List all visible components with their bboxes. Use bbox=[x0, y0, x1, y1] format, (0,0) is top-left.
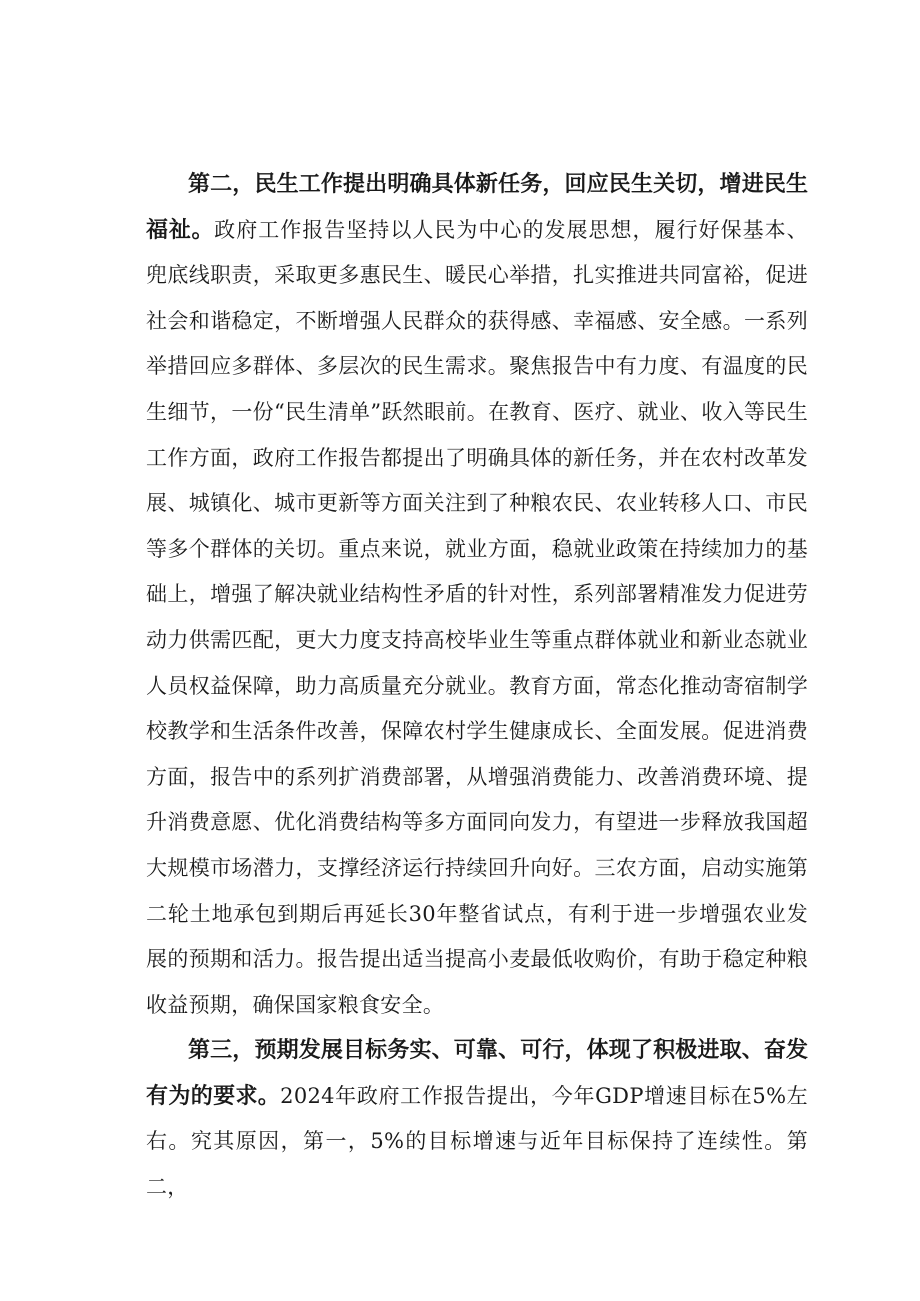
paragraph-second-point bbox=[146, 162, 808, 1028]
paragraph-heading: 第三，预期发展目标务实、可靠、可行，体现了积极进取、奋发有为的要求。 bbox=[146, 1038, 808, 1109]
paragraph-third-point bbox=[146, 1028, 808, 1210]
paragraph-text: 政府工作报告坚持以人民为中心的发展思想，履行好保基本、兜底线职责，采取更多惠民生、暖民心举措，扎实推进共同富裕，促进社会和谐稳定，不断增强人民群众的获得感、幸福感、安全感。一系列举措回应多群体、多层次的民生需求。聚焦报告中有力度、有温度的民生细节，一份“民生清单”跃然眼前。在教育、医疗、就业、收入等民生工作方面，政府工作报告都提出了明确具体的新任务，并在农村改革发展、城镇化、城市更新等方面关注到了种粮农民、农业转移人口、市民等多个群体的关切。重点来说，就业方面，稳就业政策在持续加力的基础上，增强了解决就业结构性矛盾的针对性，系列部署精准发力促进劳动力供需匹配，更大力度支持高校毕业生等重点群体就业和新业态就业人员权益保障，助力高质量充分就业。教育方面，常态化推动寄宿制学校教学和生活条件改善，保障农村学生健康成长、全面发展。促进消费方面，报告中的系列扩消费部署，从增强消费能力、改善消费环境、提升消费意愿、优化消费结构等多方面同向发力，有望进一步释放我国超大规模市场潜力，支撑经济运行持续回升向好。三农方面，启动实施第二轮土地承包到期后再延长30年整省试点，有利于进一步增强农业发展的预期和活力。报告提出适当提高小麦最低收购价，有助于稳定种粮收益预期，确保国家粮食安全。 bbox=[146, 217, 808, 1017]
paragraph-text: 2024年政府工作报告提出，今年GDP增速目标在5%左右。究其原因，第一，5%的目标增速与近年目标保持了连续性。第二， bbox=[146, 1083, 808, 1200]
document-body bbox=[146, 162, 808, 1211]
paragraph-heading: 第二，民生工作提出明确具体新任务，回应民生关切，增进民生福祉。 bbox=[146, 172, 808, 243]
